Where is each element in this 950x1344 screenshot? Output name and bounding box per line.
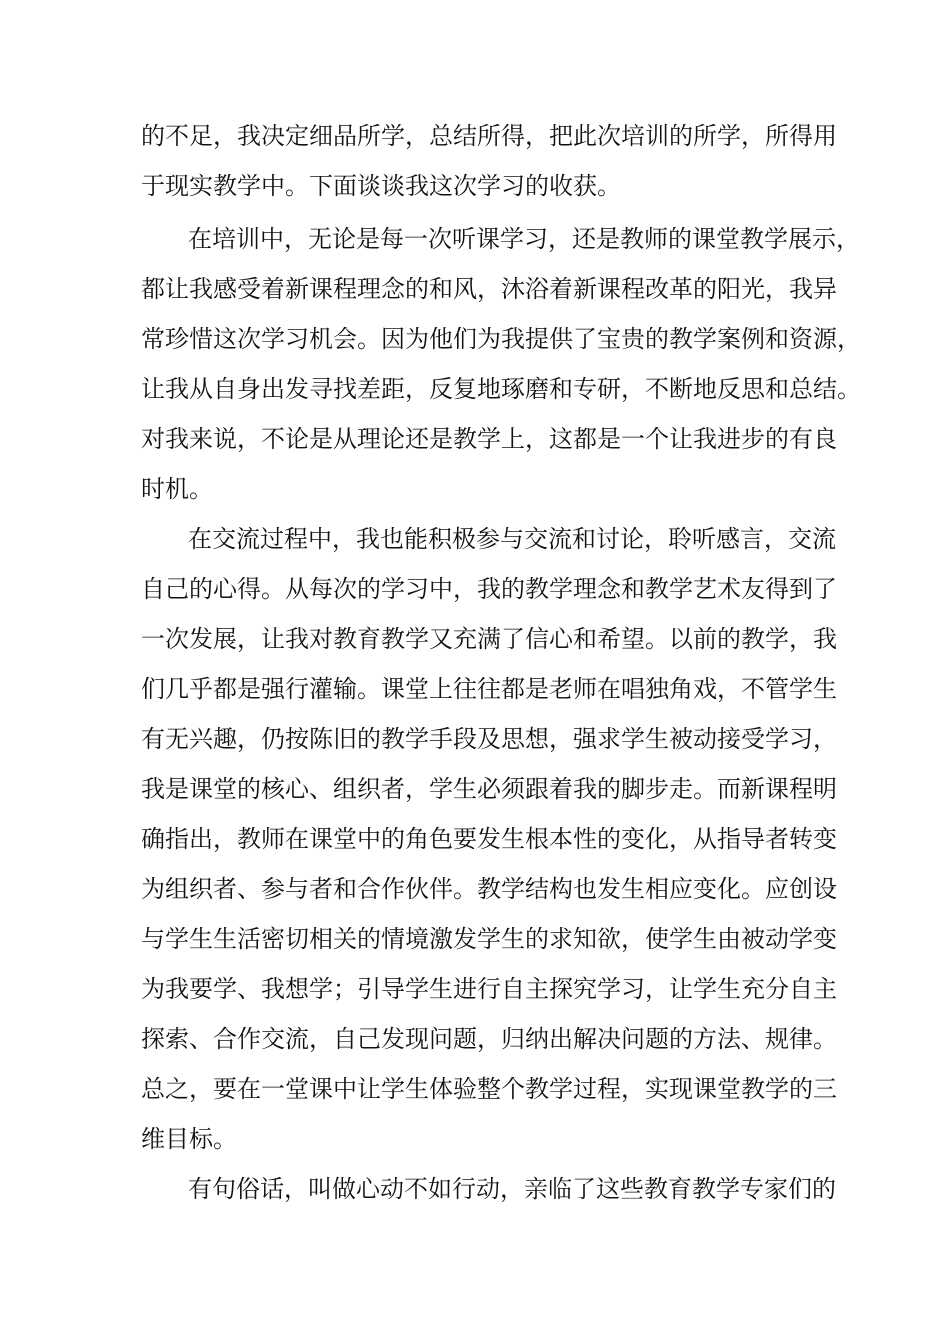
text-line: 都让我感受着新课程理念的和风，沐浴着新课程改革的阳光，我异	[141, 275, 837, 303]
text-line: 确指出，教师在课堂中的角色要发生根本性的变化，从指导者转变	[141, 825, 837, 853]
paragraph-first-line: 有句俗话，叫做心动不如行动，亲临了这些教育教学专家们的	[188, 1175, 836, 1203]
text-line: 让我从自身出发寻找差距，反复地琢磨和专研，不断地反思和总结。	[141, 375, 861, 403]
text-line: 常珍惜这次学习机会。因为他们为我提供了宝贵的教学案例和资源，	[141, 325, 861, 353]
text-line: 对我来说，不论是从理论还是教学上，这都是一个让我进步的有良	[141, 425, 837, 453]
paragraph-first-line: 在培训中，无论是每一次听课学习，还是教师的课堂教学展示，	[188, 225, 860, 253]
text-line: 时机。	[141, 475, 213, 503]
text-line: 一次发展，让我对教育教学又充满了信心和希望。以前的教学，我	[141, 625, 837, 653]
paragraph-first-line: 在交流过程中，我也能积极参与交流和讨论，聆听感言，交流	[188, 525, 836, 553]
text-line: 自己的心得。从每次的学习中，我的教学理念和教学艺术友得到了	[141, 575, 837, 603]
text-line: 于现实教学中。下面谈谈我这次学习的收获。	[141, 172, 621, 200]
text-line: 们几乎都是强行灌输。课堂上往往都是老师在唱独角戏，不管学生	[141, 675, 837, 703]
text-line: 的不足，我决定细品所学，总结所得，把此次培训的所学，所得用	[141, 122, 837, 150]
text-line: 总之，要在一堂课中让学生体验整个教学过程，实现课堂教学的三	[141, 1075, 837, 1103]
text-line: 与学生生活密切相关的情境激发学生的求知欲，使学生由被动学变	[141, 925, 837, 953]
text-line: 探索、合作交流，自己发现问题，归纳出解决问题的方法、规律。	[141, 1025, 837, 1053]
text-line: 维目标。	[141, 1125, 237, 1153]
text-line: 我是课堂的核心、组织者，学生必须跟着我的脚步走。而新课程明	[141, 775, 837, 803]
text-line: 为组织者、参与者和合作伙伴。教学结构也发生相应变化。应创设	[141, 875, 837, 903]
text-line: 有无兴趣，仍按陈旧的教学手段及思想，强求学生被动接受学习，	[141, 725, 837, 753]
text-line: 为我要学、我想学；引导学生进行自主探究学习，让学生充分自主	[141, 975, 837, 1003]
